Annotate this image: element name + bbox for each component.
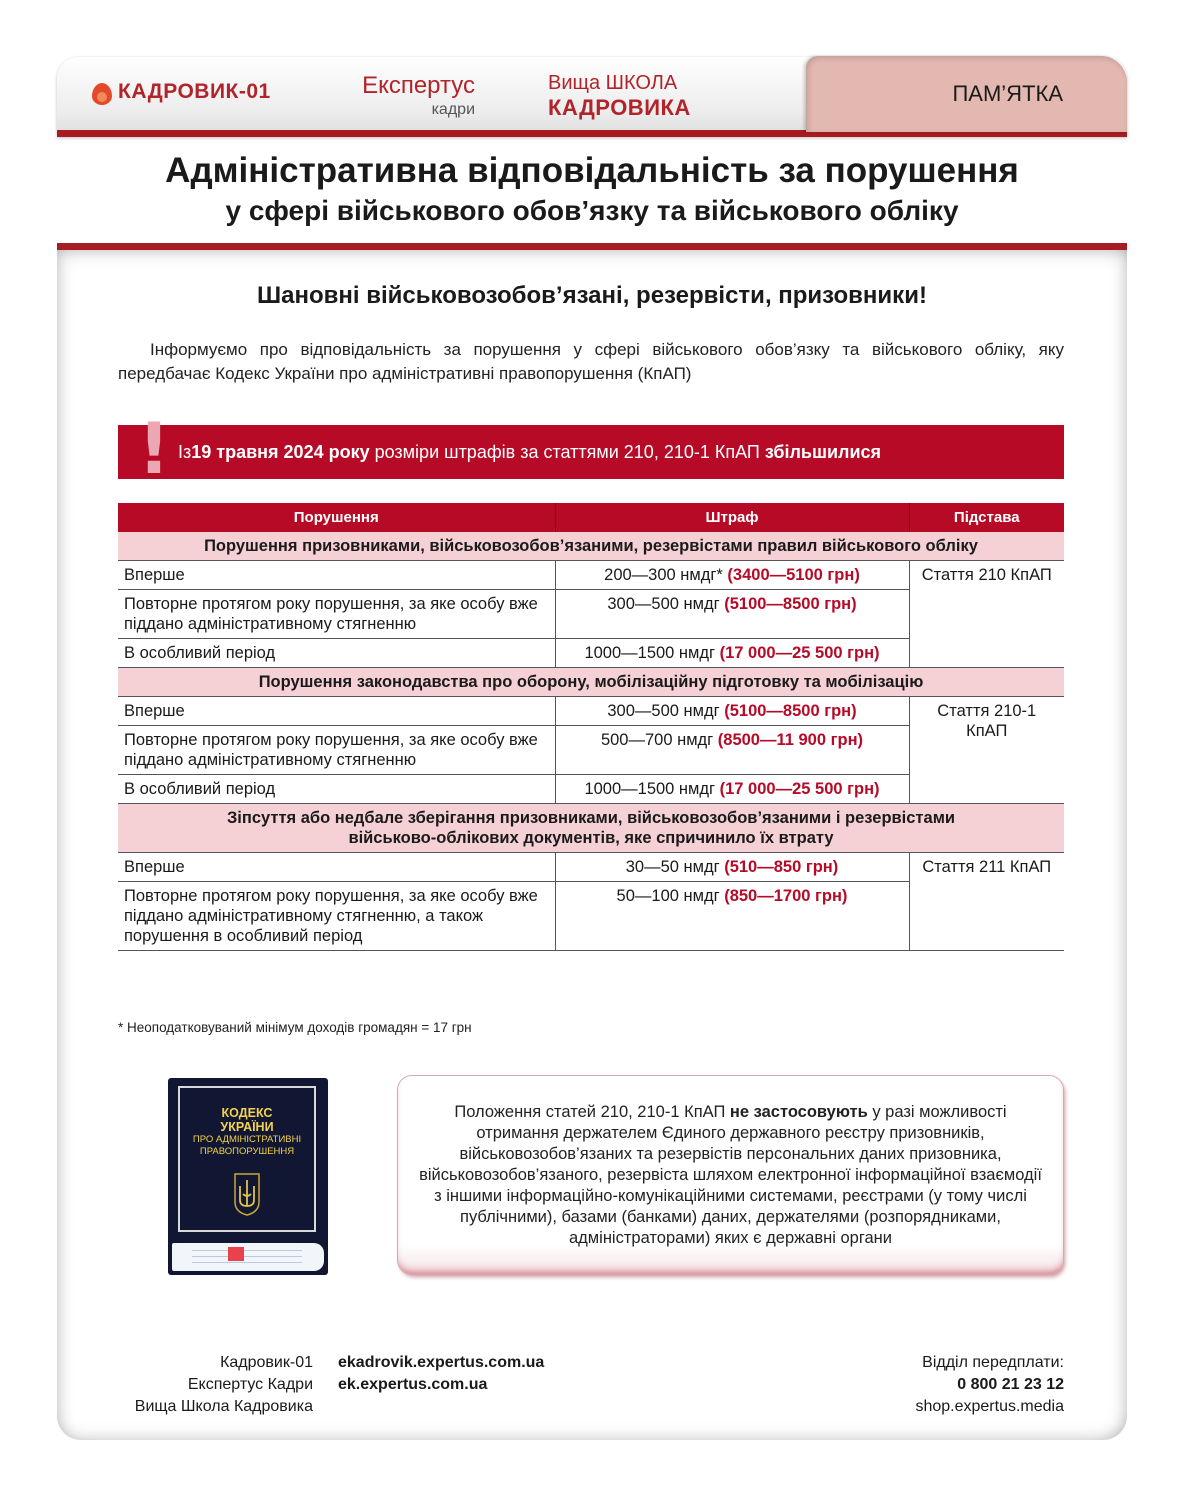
shop-link[interactable]: shop.expertus.media <box>915 1398 1064 1415</box>
table-row <box>118 697 1064 726</box>
table-row <box>118 561 1064 590</box>
page-title <box>57 150 1127 230</box>
book-pages <box>172 1243 324 1271</box>
fine-cell <box>555 726 909 775</box>
subscription-label: Відділ передплати: <box>922 1354 1064 1371</box>
violation-cell: Повторне протягом року порушення, за яке особу вже піддано адміністративному стягненню, а також порушення в особливий період <box>118 882 555 951</box>
fine-cell <box>555 590 909 639</box>
fine-uah: (850—1700 грн) <box>724 887 848 905</box>
alert-date: 19 травня 2024 року <box>191 441 370 462</box>
fine-cell <box>555 639 909 668</box>
fine-cell <box>555 882 909 951</box>
note-rest: у разі можливості отримання держателем Єдиного державного реєстру призовників, військовозобов’язаних та резервістів персональних даних призовника, військовозобов’язаного, резервіста шляхом електронної інформаційної взаємодії з іншими інформаційно-комунікаційними системами, реєстрами (у тому числі публічними), базами (банками) даних, держателями (розпорядниками, адміністраторами) яких є державні органи <box>419 1102 1042 1247</box>
book-cover <box>178 1086 316 1232</box>
table-section-row <box>118 804 1064 853</box>
logo-vyshcha-shkola <box>548 72 691 121</box>
book-illustration <box>168 1078 328 1275</box>
footer-brand: Вища Школа Кадровика <box>134 1398 313 1415</box>
fine-uah: (17 000—25 500 грн) <box>719 644 880 662</box>
book-title-2: УКРАЇНИ <box>220 1120 274 1134</box>
book-subtitle-2: ПРАВОПОРУШЕННЯ <box>199 1146 295 1157</box>
footer-brands <box>100 1352 313 1418</box>
title-line2: у сфері військового обов’язку та військового обліку <box>225 195 959 226</box>
header-basis: Підстава <box>909 503 1064 532</box>
violation-cell: Повторне протягом року порушення, за яке особу вже піддано адміністративному стягненню <box>118 726 555 775</box>
note-prefix: Положення статей 210, 210-1 КпАП <box>454 1102 730 1121</box>
logo-vyshcha-line1: Вища ШКОЛА <box>548 72 678 94</box>
exemption-note <box>398 1076 1063 1274</box>
table-header-row <box>118 503 1064 532</box>
violation-cell: Повторне протягом року порушення, за яке особу вже піддано адміністративному стягненню <box>118 590 555 639</box>
table-section-row <box>118 668 1064 697</box>
bookmark-icon <box>228 1247 244 1261</box>
alert-prefix: Із <box>178 441 192 462</box>
fine-nmdg: 500—700 нмдг <box>600 731 718 749</box>
violation-cell: В особливий період <box>118 639 555 668</box>
intro-paragraph: Інформуємо про відповідальність за порушення у сфері військового обов’язку та військового обліку, яку передбачає Кодекс України про адміністративні правопорушення (КпАП) <box>118 340 1064 383</box>
footer-link-ek[interactable]: ek.expertus.com.ua <box>338 1376 488 1393</box>
alert-emphasis: збільшилися <box>764 441 882 462</box>
doc-type-tab <box>806 56 1127 132</box>
title-line1: Адміністративна відповідальність за порушення <box>165 151 1019 190</box>
fine-uah: (5100—8500 грн) <box>724 702 857 720</box>
fine-nmdg: 300—500 нмдг <box>607 702 725 720</box>
fine-nmdg: 1000—1500 нмдг <box>584 780 720 798</box>
basis-text: Стаття 210-1 КпАП <box>937 702 1037 740</box>
logo-expertus-line2: кадри <box>431 101 475 118</box>
alert-banner <box>118 425 1064 479</box>
flame-icon <box>90 77 114 107</box>
footnote: * Неоподатковуваний мінімум доходів громадян = 17 грн <box>118 1020 472 1035</box>
footer-brand: Кадровик-01 <box>220 1354 313 1371</box>
violation-cell: Вперше <box>118 853 555 882</box>
section-title: Порушення призовниками, військовозобов’язаними, резервістами правил військового обліку <box>118 532 1064 561</box>
fine-cell <box>555 561 909 590</box>
footer-subscription <box>800 1352 1064 1418</box>
doc-type-label: ПАМ’ЯТКА <box>952 81 1063 106</box>
footer-brand: Експертус Кадри <box>187 1376 313 1393</box>
trident-icon <box>232 1172 262 1216</box>
subscription-phone[interactable]: 0 800 21 23 12 <box>957 1376 1064 1393</box>
logo-kadrovik-01 <box>90 77 271 107</box>
fine-nmdg: 300—500 нмдг <box>607 595 725 613</box>
table-section-row <box>118 532 1064 561</box>
basis-cell: Стаття 210 КпАП <box>909 561 1064 668</box>
section-title: Порушення законодавства про оборону, мобілізаційну підготовку та мобілізацію <box>118 668 1064 697</box>
fine-uah: (3400—5100 грн) <box>727 566 860 584</box>
title-divider <box>57 243 1127 250</box>
fines-table <box>118 503 1064 951</box>
fine-cell <box>555 697 909 726</box>
violation-cell: Вперше <box>118 561 555 590</box>
fine-uah: (5100—8500 грн) <box>724 595 857 613</box>
logo-expertus-line1: Експертус <box>362 72 475 99</box>
footer-link-ekadrovik[interactable]: ekadrovik.expertus.com.ua <box>338 1354 545 1371</box>
logo-vyshcha-line2: КАДРОВИКА <box>548 95 691 120</box>
logo-expertus-kadry <box>350 72 475 119</box>
fine-nmdg: 200—300 нмдг* <box>604 566 728 584</box>
basis-cell: Стаття 211 КпАП <box>909 853 1064 951</box>
table-row <box>118 853 1064 882</box>
section-title-text: Зіпсуття або недбале зберігання призовниками, військовозобов’язаними і резервістами військово-облікових документів, яке спричинило їх втрату <box>226 809 956 847</box>
fine-nmdg: 30—50 нмдг <box>625 858 725 876</box>
logo-kadrovik-text: КАДРОВИК-01 <box>118 80 271 103</box>
fine-uah: (17 000—25 500 грн) <box>719 780 880 798</box>
fine-cell <box>555 853 909 882</box>
fine-uah: (510—850 грн) <box>724 858 839 876</box>
violation-cell: В особливий період <box>118 775 555 804</box>
note-emphasis: не застосовують <box>729 1102 868 1121</box>
book-title-1: КОДЕКС <box>221 1106 273 1120</box>
greeting-heading: Шановні військовозобов’язані, резервісти, призовники! <box>257 282 927 309</box>
note-text <box>418 1102 1043 1249</box>
book-subtitle-1: ПРО АДМІНІСТРАТИВНІ <box>192 1134 302 1145</box>
basis-cell <box>909 697 1064 804</box>
section-title <box>118 804 1064 853</box>
exclamation-icon: ! <box>138 408 170 490</box>
header-fine: Штраф <box>555 503 909 532</box>
fine-uah: (8500—11 900 грн) <box>717 731 864 749</box>
fine-cell <box>555 775 909 804</box>
footer-links <box>338 1352 544 1396</box>
alert-middle: розміри штрафів за статтями 210, 210-1 КпАП <box>369 441 765 462</box>
header-violation: Порушення <box>118 503 555 532</box>
violation-cell: Вперше <box>118 697 555 726</box>
fine-nmdg: 50—100 нмдг <box>616 887 725 905</box>
fine-nmdg: 1000—1500 нмдг <box>584 644 720 662</box>
